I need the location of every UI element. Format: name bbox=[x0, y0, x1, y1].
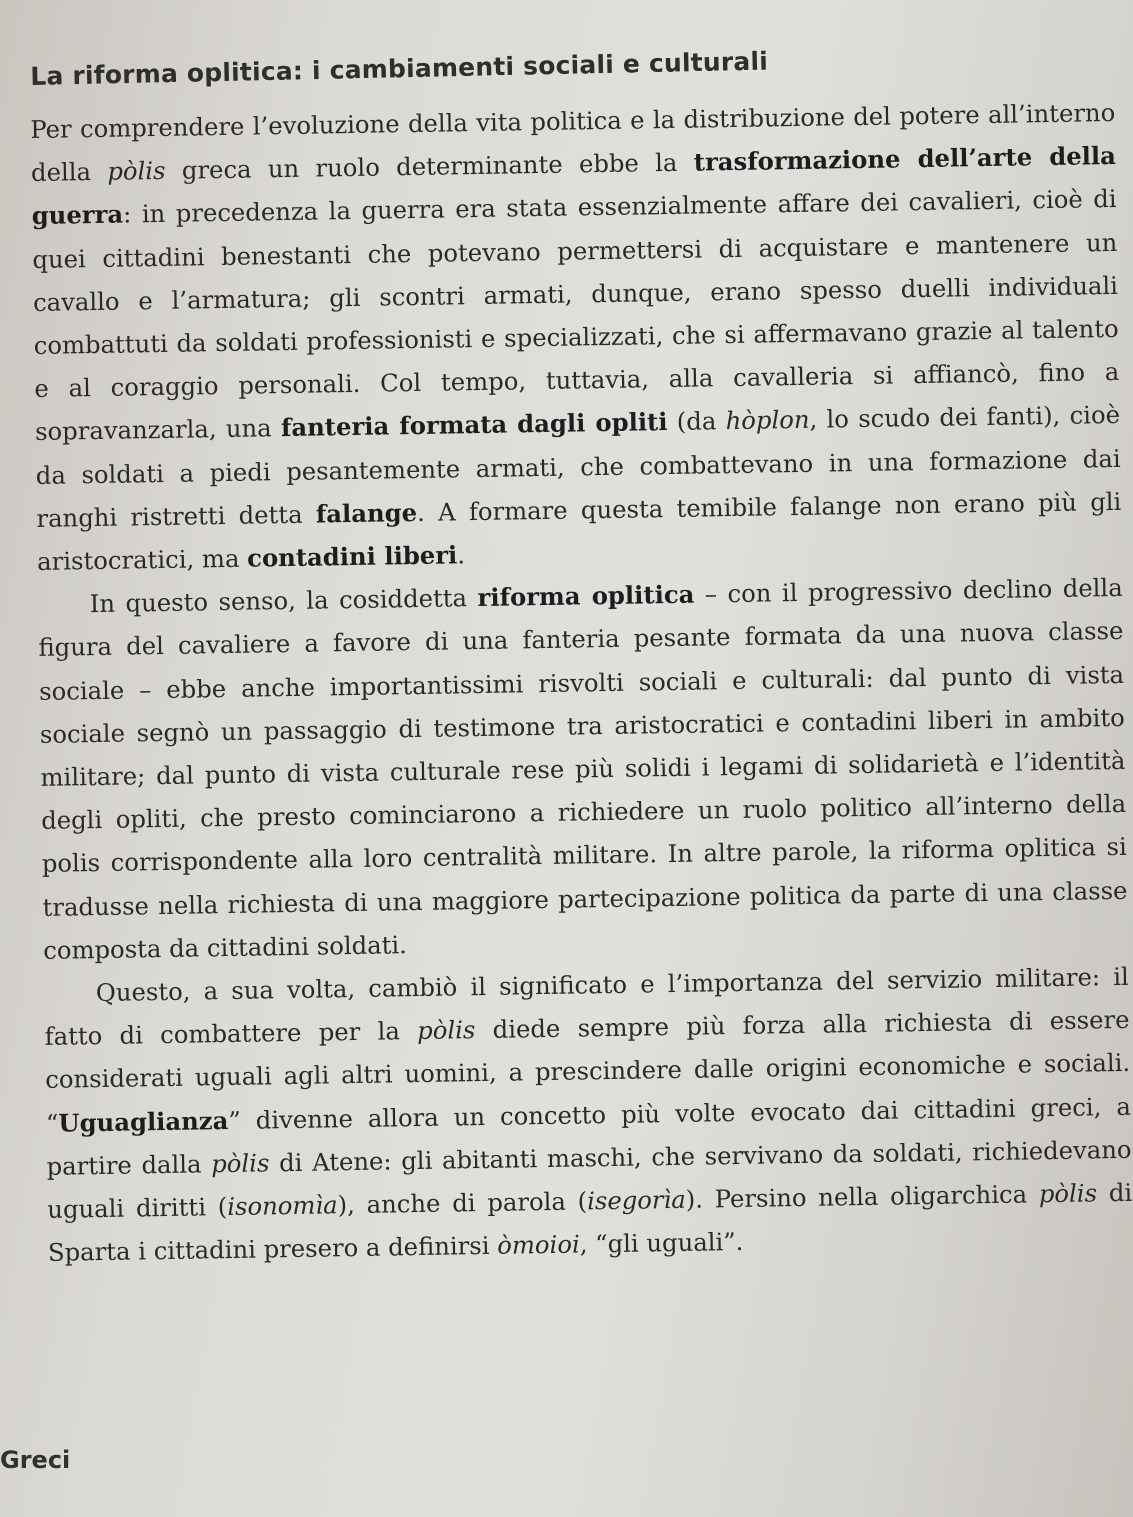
paragraph-2 bbox=[37, 566, 1128, 972]
text-segment: : in precedenza la guerra era stata essenzialmente affare dei cavalieri, cioè di quei cittadini benestanti che potevano permettersi di acquistare e mantenere un cavallo e l’armatura; gli scontri armati, dunque, erano spesso duelli individuali combattuti da soldati professionisti e specializzati, che si affermavano grazie al talento e al coraggio personali. Col tempo, tuttavia, alla cavalleria si affiancò, fino a sopravanzarla, una bbox=[32, 184, 1120, 447]
text-segment: diede sempre più forza alla richiesta di essere considerati uguali agli altri uomini, a prescindere dalle origini economiche e sociali. “ bbox=[45, 1005, 1131, 1138]
text-segment: . bbox=[457, 540, 466, 570]
italic-term: isegorìa bbox=[586, 1184, 686, 1216]
text-segment: In questo senso, la cosiddetta bbox=[89, 583, 478, 619]
bold-term: contadini liberi bbox=[246, 540, 458, 573]
paragraph-1 bbox=[30, 91, 1122, 583]
text-segment: ” divenne allora un concetto più volte evocato dai cittadini greci, a partire dalla bbox=[46, 1091, 1132, 1181]
bold-term: Uguaglianza bbox=[58, 1105, 229, 1138]
text-segment: Questo, a sua volta, cambiò il significato e l’importanza del servizio militare: il fatto di combattere per la bbox=[44, 961, 1130, 1052]
section-heading: La riforma oplitica: i cambiamenti sociali e culturali bbox=[30, 46, 769, 91]
text-segment: . A formare questa temibile falange non erano più gli aristocratici, ma bbox=[36, 486, 1122, 576]
bold-term: riforma oplitica bbox=[477, 579, 695, 613]
text-segment: ), anche di parola ( bbox=[337, 1186, 588, 1220]
running-footer: Greci bbox=[0, 1446, 71, 1474]
text-segment: Per comprendere l’evoluzione della vita politica e la distribuzione del potere all’interno della bbox=[30, 97, 1116, 188]
bold-term: fanteria formata dagli opliti bbox=[280, 407, 668, 443]
paragraph-3 bbox=[44, 955, 1133, 1274]
text-segment: – con il progressivo declino della figura del cavaliere a favore di una fanteria pesante formata da una nuova classe sociale – ebbe anche importantissimi risvolti sociali e culturali: dal punto di vista sociale segnò un passaggio di testimone tra aristocratici e contadini liberi in ambito militare; dal punto di vista culturale rese più solidi i legami di solidarietà e l’identità degli opliti, che presto cominciarono a richiedere un ruolo politico all’interno della polis corrispondente alla loro centralità militare. In altre parole, la riforma oplitica si tradusse nella richiesta di una maggiore partecipazione politica da parte di una classe composta da cittadini soldati. bbox=[38, 573, 1128, 965]
italic-term: pòlis bbox=[416, 1015, 476, 1046]
text-segment: , “gli uguali”. bbox=[579, 1227, 744, 1259]
italic-term: pòlis bbox=[210, 1148, 270, 1179]
body-text bbox=[30, 91, 1133, 1274]
italic-term: hòplon bbox=[725, 405, 810, 436]
bold-term: trasformazione dell’arte della guerra bbox=[31, 141, 1117, 231]
text-segment: ). Persino nella oligarchica bbox=[685, 1179, 1040, 1214]
text-segment: di Sparta i cittadini presero a definirsi bbox=[47, 1177, 1133, 1268]
italic-term: òmoioi bbox=[497, 1229, 580, 1261]
italic-term: pòlis bbox=[107, 156, 166, 186]
italic-term: isonomìa bbox=[227, 1190, 338, 1222]
italic-term: pòlis bbox=[1038, 1178, 1098, 1209]
text-segment: , lo scudo dei fanti), cioè da soldati a piedi pesantemente armati, che combattevano in una formazione dai ranghi ristretti detta bbox=[35, 400, 1121, 533]
text-segment: (da bbox=[667, 406, 726, 437]
text-segment: di Atene: gli abitanti maschi, che servivano da soldati, richiedevano uguali diritti ( bbox=[47, 1134, 1132, 1224]
text-segment: greca un ruolo determinante ebbe la bbox=[165, 147, 695, 186]
bold-term: falange bbox=[315, 497, 418, 529]
